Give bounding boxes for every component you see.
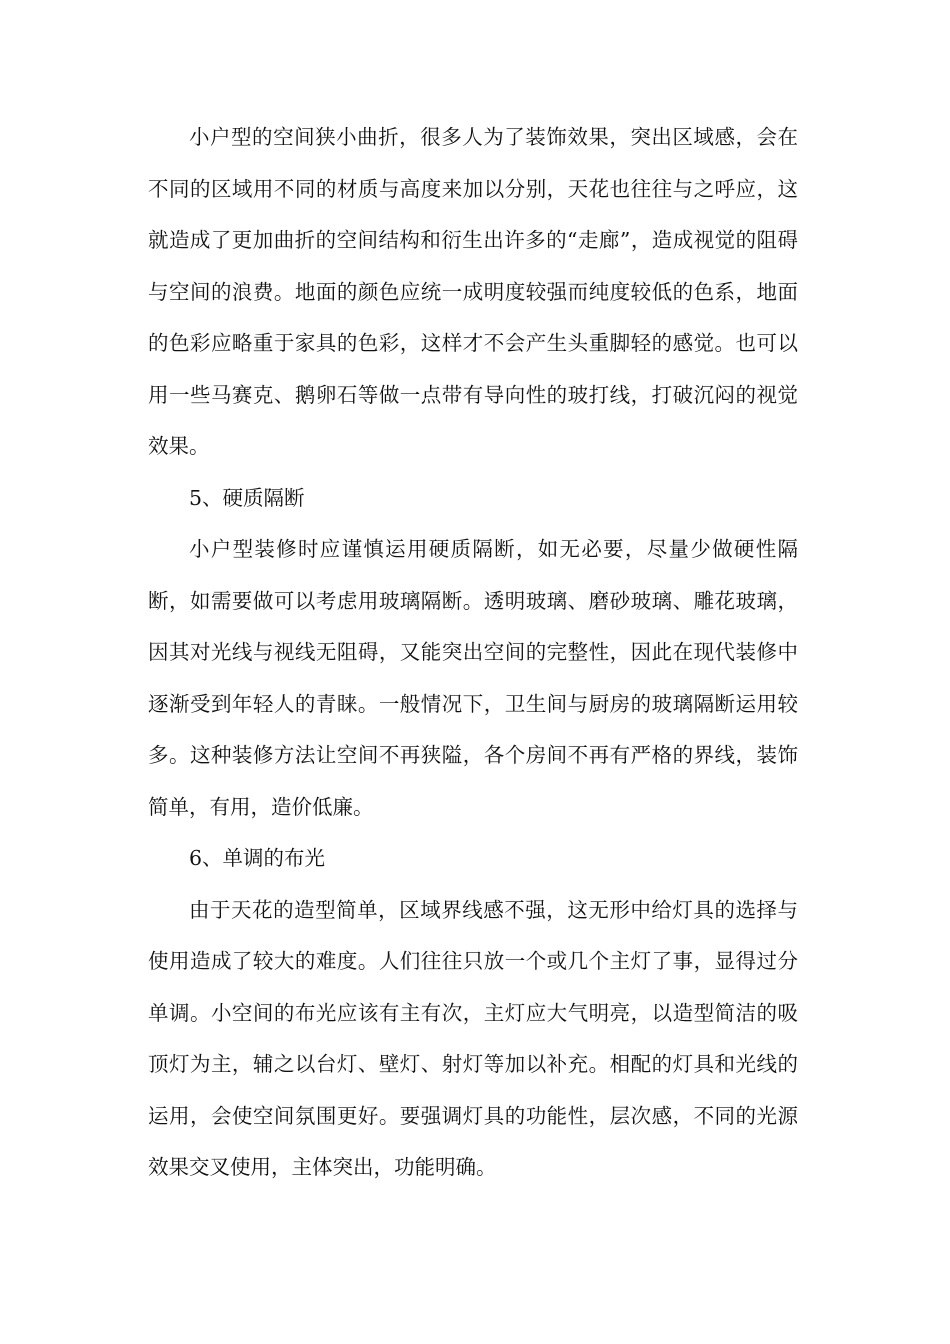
section-heading-monotone-lighting: 6、单调的布光 [189, 846, 326, 870]
paragraph-monotone-lighting: 由于天花的造型简单，区域界线感不强，这无形中给灯具的选择与使用造成了较大的难度。人们往往只放一个或几个主灯了事，显得过分单调。小空间的布光应该有主有次，主灯应大气明亮，以造型简洁的吸顶灯为主，辅之以台灯、壁灯、射灯等加以补充。相配的灯具和光线的运用，会使空间氛围更好。要强调灯具的功能性，层次感，不同的光源效果交叉使用，主体突出，功能明确。 [148, 897, 798, 1179]
document-page [148, 112, 798, 1194]
paragraph-floor-design: 小户型的空间狭小曲折，很多人为了装饰效果，突出区域感，会在不同的区域用不同的材质与高度来加以分别，天花也往往与之呼应，这就造成了更加曲折的空间结构和衍生出许多的“走廊”，造成视觉的阻碍与空间的浪费。地面的颜色应统一成明度较强而纯度较低的色系，地面的色彩应略重于家具的色彩，这样才不会产生头重脚轻的感觉。也可以用一些马赛克、鹅卵石等做一点带有导向性的玻打线，打破沉闷的视觉效果。 [148, 125, 798, 458]
paragraph-hard-partition: 小户型装修时应谨慎运用硬质隔断，如无必要，尽量少做硬性隔断，如需要做可以考虑用玻璃隔断。透明玻璃、磨砂玻璃、雕花玻璃，因其对光线与视线无阻碍，又能突出空间的完整性，因此在现代装修中逐渐受到年轻人的青睐。一般情况下，卫生间与厨房的玻璃隔断运用较多。这种装修方法让空间不再狭隘，各个房间不再有严格的界线，装饰简单，有用，造价低廉。 [148, 537, 798, 819]
section-heading-hard-partition: 5、硬质隔断 [189, 485, 305, 510]
